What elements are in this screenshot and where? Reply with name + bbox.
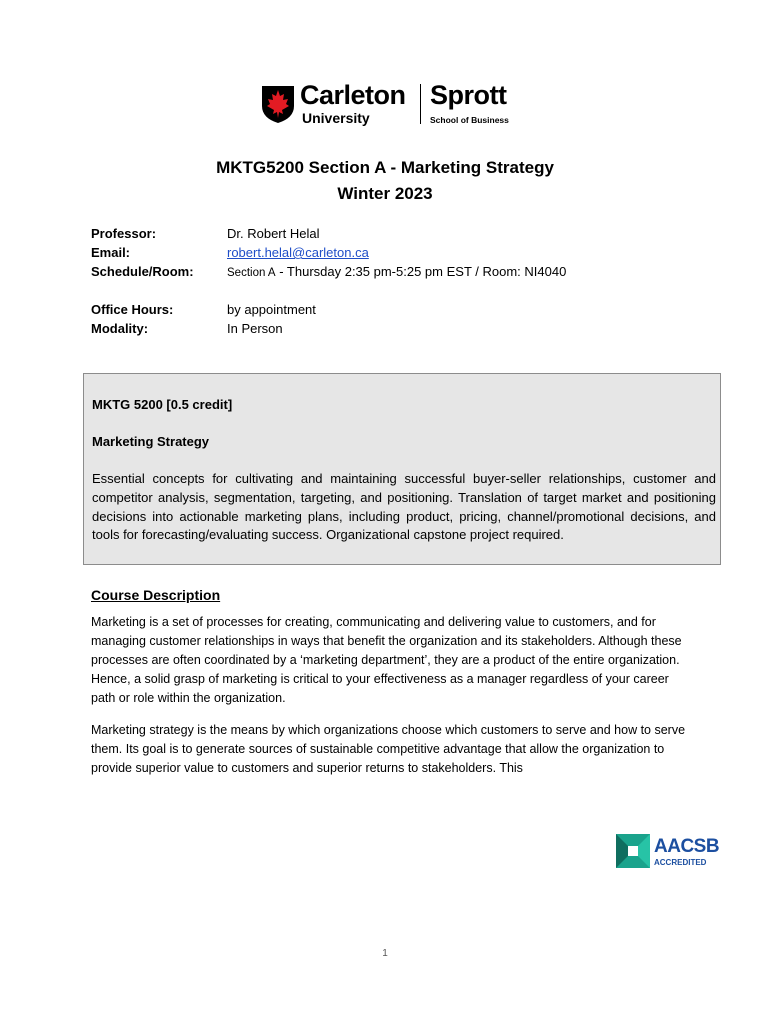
logo-sprott-text: Sprott xyxy=(430,80,507,110)
logo-university-text: University xyxy=(302,110,370,126)
email-label: Email: xyxy=(91,245,131,260)
calendar-description: Essential concepts for cultivating and maintaining successful buyer-seller relationships, customer and competitor analysis, segmentation, targeting, and positioning. Translation of target market and positioning decisions into actionable marketing plans, including product, pricing, channel/promotional decisions, and tools for forecasting/evaluating success. Organizational capstone project required. xyxy=(92,471,716,543)
aacsb-mark-icon xyxy=(616,834,650,868)
logo-school-text: School of Business xyxy=(430,115,509,125)
carleton-sprott-logo xyxy=(260,82,512,130)
logo-divider xyxy=(420,84,421,124)
aacsb-status: ACCREDITED xyxy=(654,858,707,867)
aacsb-name: AACSB xyxy=(654,836,720,857)
office-hours-value: by appointment xyxy=(227,302,316,317)
modality-value: In Person xyxy=(227,321,283,336)
course-term: Winter 2023 xyxy=(337,184,433,203)
course-code: MKTG 5200 [0.5 credit] xyxy=(92,397,233,412)
modality-label: Modality: xyxy=(91,321,149,336)
schedule-section: Section A xyxy=(227,267,276,279)
course-description-paragraph-2: Marketing strategy is the means by which organizations choose which customers to serve and how to serve them. Its goal is to generate sources of sustainable competitive advantage that allow the organization to provide superior value to customers and superior returns to stakeholders. This xyxy=(91,723,686,775)
email-link[interactable]: robert.helal@carleton.ca xyxy=(227,245,369,260)
office-hours-label: Office Hours: xyxy=(91,302,174,317)
course-title: MKTG5200 Section A - Marketing Strategy xyxy=(216,158,554,177)
schedule-value xyxy=(227,264,566,279)
course-name: Marketing Strategy xyxy=(92,434,210,449)
carleton-shield-icon xyxy=(260,84,296,124)
professor-value: Dr. Robert Helal xyxy=(227,226,320,241)
calendar-description-box xyxy=(83,373,721,565)
course-description-heading: Course Description xyxy=(91,587,221,603)
schedule-details: - Thursday 2:35 pm-5:25 pm EST / Room: NI4040 xyxy=(275,264,567,279)
professor-label: Professor: xyxy=(91,226,157,241)
aacsb-accredited-logo xyxy=(616,834,720,870)
course-description-paragraph-1: Marketing is a set of processes for creating, communicating and delivering value to customers, and for managing customer relationships in ways that benefit the organization and its stakeholders. Although these processes are often coordinated by a ‘marketing department’, they are a product of the entire organization. Hence, a solid grasp of marketing is critical to your effectiveness as a manager regardless of your career path or role within the organization. xyxy=(91,615,682,705)
schedule-label: Schedule/Room: xyxy=(91,264,194,279)
page-number: 1 xyxy=(382,948,388,959)
logo-carleton-text: Carleton xyxy=(300,80,406,110)
